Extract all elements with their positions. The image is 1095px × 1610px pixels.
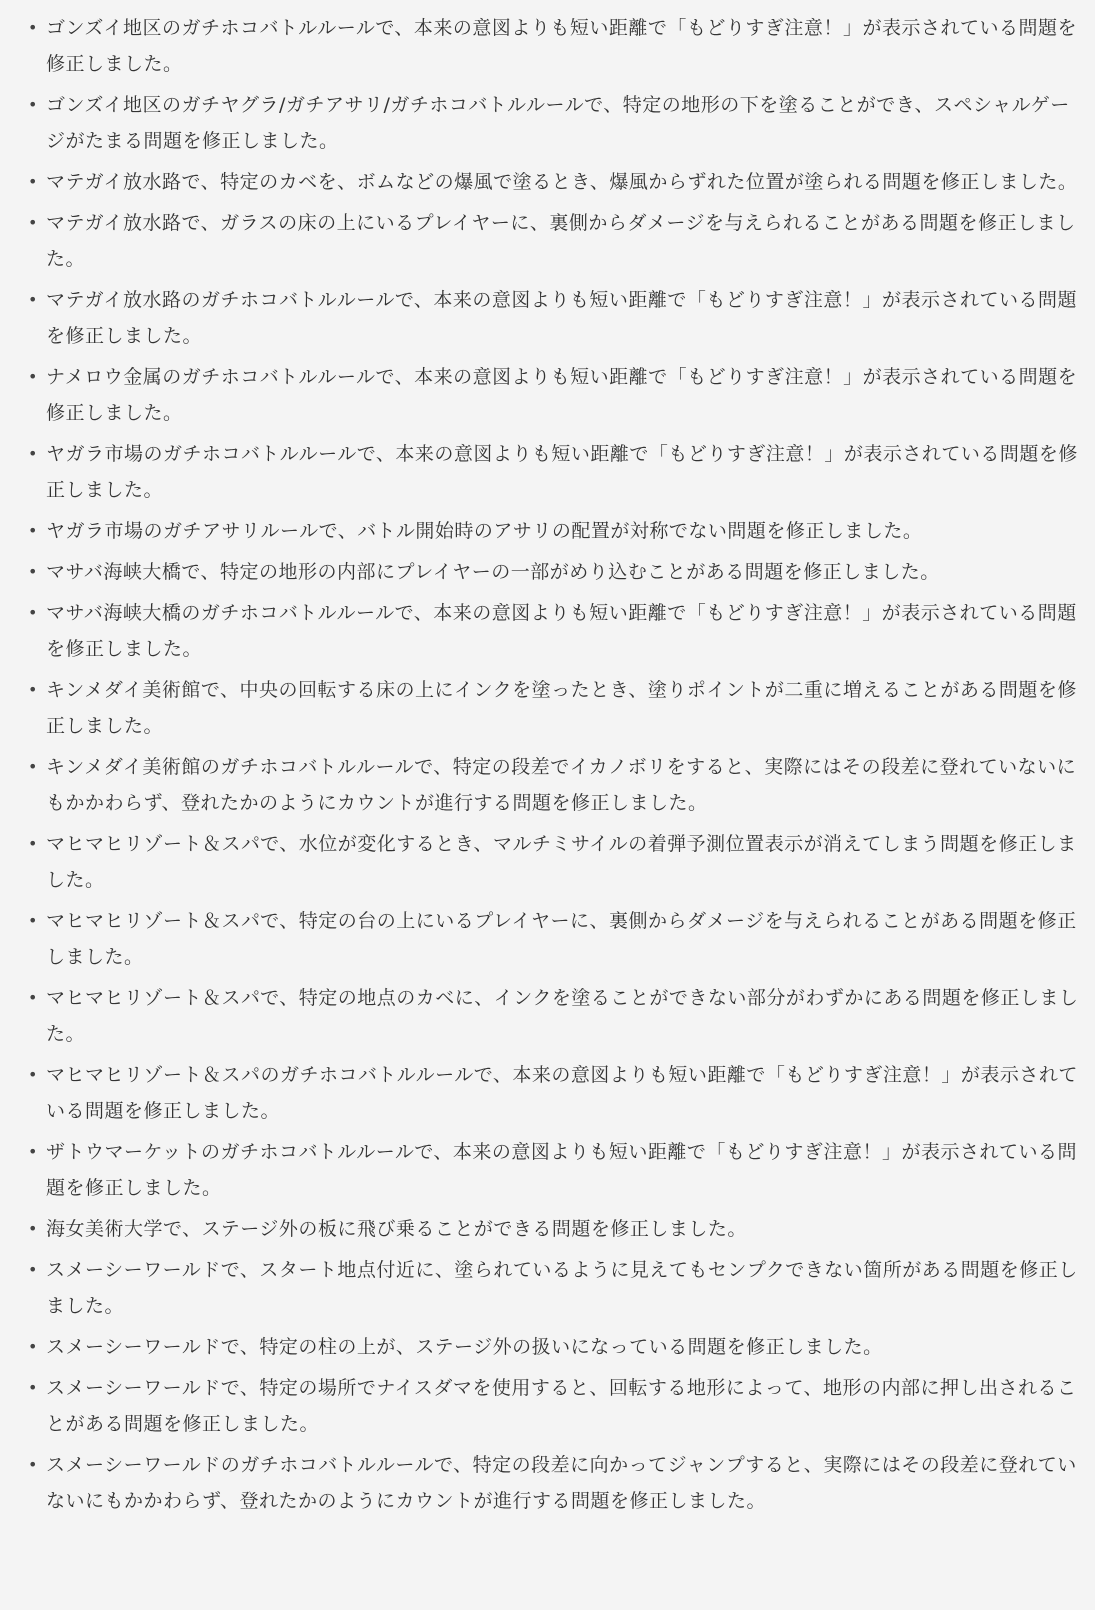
list-item-text: マヒマヒリゾート＆スパで、特定の台の上にいるプレイヤーに、裏側からダメージを与えられることがある問題を修正しました。 (46, 910, 1077, 968)
list-item-text: マサバ海峡大橋で、特定の地形の内部にプレイヤーの一部がめり込むことがある問題を修正しました。 (46, 561, 940, 583)
list-item-text: スメーシーワールドのガチホコバトルルールで、特定の段差に向かってジャンプすると、実際にはその段差に登れていないにもかかわらず、登れたかのようにカウントが進行する問題を修正しました。 (46, 1454, 1077, 1512)
list-item-text: マサバ海峡大橋のガチホコバトルルールで、本来の意図よりも短い距離で「もどりすぎ注意！」が表示されている問題を修正しました。 (46, 602, 1077, 660)
list-item (28, 672, 1083, 744)
list-item (28, 1134, 1083, 1206)
bullet-icon: • (28, 562, 38, 581)
list-item-text: ヤガラ市場のガチホコバトルルールで、本来の意図よりも短い距離で「もどりすぎ注意！」が表示されている問題を修正しました。 (46, 443, 1078, 501)
list-item (28, 10, 1083, 82)
list-item (28, 749, 1083, 821)
list-item-text: 海女美術大学で、ステージ外の板に飛び乗ることができる問題を修正しました。 (46, 1218, 747, 1240)
list-item (28, 164, 1083, 200)
bullet-icon: • (28, 444, 38, 463)
list-item-text: ゴンズイ地区のガチヤグラ/ガチアサリ/ガチホコバトルルールで、特定の地形の下を塗ることができ、スペシャルゲージがたまる問題を修正しました。 (46, 94, 1070, 152)
list-item-text: ナメロウ金属のガチホコバトルルールで、本来の意図よりも短い距離で「もどりすぎ注意！」が表示されている問題を修正しました。 (46, 366, 1078, 424)
bullet-icon: • (28, 1378, 38, 1397)
list-item-text: マヒマヒリゾート＆スパのガチホコバトルルールで、本来の意図よりも短い距離で「もどりすぎ注意！」が表示されている問題を修正しました。 (46, 1064, 1078, 1122)
bullet-icon: • (28, 988, 38, 1007)
list-item (28, 980, 1083, 1052)
bullet-icon: • (28, 680, 38, 699)
list-item-text: キンメダイ美術館で、中央の回転する床の上にインクを塗ったとき、塗りポイントが二重に増えることがある問題を修正しました。 (46, 679, 1077, 737)
list-item (28, 1447, 1083, 1519)
patch-notes-list (28, 10, 1083, 1519)
bullet-icon: • (28, 1455, 38, 1474)
list-item-text: ヤガラ市場のガチアサリルールで、バトル開始時のアサリの配置が対称でない問題を修正しました。 (46, 520, 923, 542)
list-item (28, 436, 1083, 508)
list-item-text: マテガイ放水路で、ガラスの床の上にいるプレイヤーに、裏側からダメージを与えられることがある問題を修正しました。 (46, 212, 1076, 270)
list-item-text: ゴンズイ地区のガチホコバトルルールで、本来の意図よりも短い距離で「もどりすぎ注意！」が表示されている問題を修正しました。 (46, 17, 1077, 75)
bullet-icon: • (28, 757, 38, 776)
list-item-text: スメーシーワールドで、スタート地点付近に、塗られているように見えてもセンプクできない箇所がある問題を修正しました。 (46, 1259, 1078, 1317)
list-item (28, 826, 1083, 898)
bullet-icon: • (28, 367, 38, 386)
list-item-text: マヒマヒリゾート＆スパで、水位が変化するとき、マルチミサイルの着弾予測位置表示が消えてしまう問題を修正しました。 (46, 833, 1077, 891)
list-item-text: マヒマヒリゾート＆スパで、特定の地点のカベに、インクを塗ることができない部分がわずかにある問題を修正しました。 (46, 987, 1079, 1045)
list-item (28, 1057, 1083, 1129)
bullet-icon: • (28, 1065, 38, 1084)
list-item-text: マテガイ放水路のガチホコバトルルールで、本来の意図よりも短い距離で「もどりすぎ注意！」が表示されている問題を修正しました。 (46, 289, 1077, 347)
list-item (28, 595, 1083, 667)
list-item (28, 1370, 1083, 1442)
bullet-icon: • (28, 1142, 38, 1161)
list-item (28, 205, 1083, 277)
list-item (28, 513, 1083, 549)
list-item (28, 1211, 1083, 1247)
list-item-text: スメーシーワールドで、特定の場所でナイスダマを使用すると、回転する地形によって、地形の内部に押し出されることがある問題を修正しました。 (46, 1377, 1077, 1435)
list-item-text: キンメダイ美術館のガチホコバトルルールで、特定の段差でイカノボリをすると、実際にはその段差に登れていないにもかかわらず、登れたかのようにカウントが進行する問題を修正しました。 (46, 756, 1077, 814)
bullet-icon: • (28, 95, 38, 114)
bullet-icon: • (28, 213, 38, 232)
list-item (28, 1252, 1083, 1324)
list-item-text: マテガイ放水路で、特定のカベを、ボムなどの爆風で塗るとき、爆風からずれた位置が塗られる問題を修正しました。 (46, 171, 1078, 193)
bullet-icon: • (28, 290, 38, 309)
list-item-text: スメーシーワールドで、特定の柱の上が、ステージ外の扱いになっている問題を修正しました。 (46, 1336, 883, 1358)
bullet-icon: • (28, 911, 38, 930)
list-item (28, 1329, 1083, 1365)
list-item-text: ザトウマーケットのガチホコバトルルールで、本来の意図よりも短い距離で「もどりすぎ注意！」が表示されている問題を修正しました。 (46, 1141, 1077, 1199)
bullet-icon: • (28, 1219, 38, 1238)
bullet-icon: • (28, 172, 38, 191)
bullet-icon: • (28, 1337, 38, 1356)
bullet-icon: • (28, 18, 38, 37)
list-item (28, 903, 1083, 975)
bullet-icon: • (28, 603, 38, 622)
bullet-icon: • (28, 834, 38, 853)
list-item (28, 359, 1083, 431)
list-item (28, 282, 1083, 354)
list-item (28, 554, 1083, 590)
list-item (28, 87, 1083, 159)
bullet-icon: • (28, 1260, 38, 1279)
bullet-icon: • (28, 521, 38, 540)
